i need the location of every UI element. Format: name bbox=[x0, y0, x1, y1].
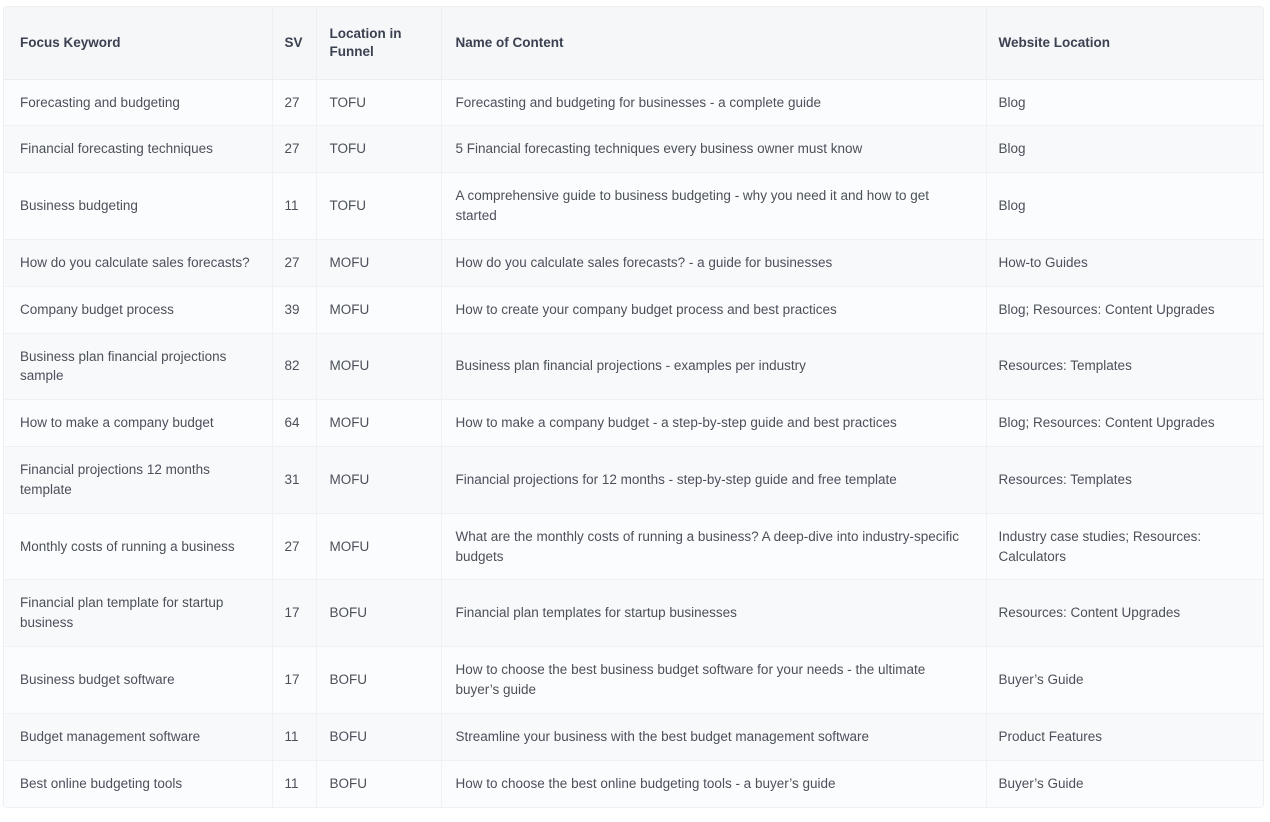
cell-focus-keyword: Best online budgeting tools bbox=[4, 760, 272, 807]
cell-sv: 82 bbox=[272, 333, 316, 400]
cell-location-in-funnel: BOFU bbox=[316, 647, 441, 714]
cell-focus-keyword: Monthly costs of running a business bbox=[4, 513, 272, 580]
cell-focus-keyword: Business plan financial projections sample bbox=[4, 333, 272, 400]
cell-website-location: Resources: Content Upgrades bbox=[986, 580, 1263, 647]
table-row[interactable] bbox=[4, 760, 1263, 807]
table-row[interactable] bbox=[4, 173, 1263, 240]
cell-sv: 64 bbox=[272, 400, 316, 447]
cell-location-in-funnel: MOFU bbox=[316, 239, 441, 286]
table-row[interactable] bbox=[4, 513, 1263, 580]
table-body bbox=[4, 79, 1263, 807]
cell-website-location: Industry case studies; Resources: Calculators bbox=[986, 513, 1263, 580]
cell-website-location: Product Features bbox=[986, 713, 1263, 760]
cell-location-in-funnel: MOFU bbox=[316, 447, 441, 514]
cell-focus-keyword: How to make a company budget bbox=[4, 400, 272, 447]
cell-focus-keyword: Budget management software bbox=[4, 713, 272, 760]
cell-name-of-content: Financial plan templates for startup businesses bbox=[441, 580, 986, 647]
cell-website-location: Blog bbox=[986, 79, 1263, 126]
seo-content-plan-table bbox=[4, 7, 1263, 808]
column-header-name-of-content[interactable]: Name of Content bbox=[441, 7, 986, 79]
cell-location-in-funnel: MOFU bbox=[316, 333, 441, 400]
cell-location-in-funnel: TOFU bbox=[316, 126, 441, 173]
table-row[interactable] bbox=[4, 79, 1263, 126]
cell-name-of-content: How to make a company budget - a step-by-step guide and best practices bbox=[441, 400, 986, 447]
keyword-table-container bbox=[3, 6, 1264, 808]
cell-location-in-funnel: TOFU bbox=[316, 173, 441, 240]
column-header-focus-keyword[interactable]: Focus Keyword bbox=[4, 7, 272, 79]
column-header-sv[interactable]: SV bbox=[272, 7, 316, 79]
cell-sv: 11 bbox=[272, 760, 316, 807]
cell-name-of-content: Business plan financial projections - examples per industry bbox=[441, 333, 986, 400]
cell-website-location: Buyer’s Guide bbox=[986, 647, 1263, 714]
table-header bbox=[4, 7, 1263, 79]
table-row[interactable] bbox=[4, 333, 1263, 400]
cell-website-location: How-to Guides bbox=[986, 239, 1263, 286]
column-header-website-location[interactable]: Website Location bbox=[986, 7, 1263, 79]
table-row[interactable] bbox=[4, 647, 1263, 714]
cell-name-of-content: A comprehensive guide to business budgeting - why you need it and how to get started bbox=[441, 173, 986, 240]
cell-location-in-funnel: BOFU bbox=[316, 760, 441, 807]
cell-sv: 31 bbox=[272, 447, 316, 514]
cell-focus-keyword: Company budget process bbox=[4, 286, 272, 333]
cell-website-location: Buyer’s Guide bbox=[986, 760, 1263, 807]
cell-location-in-funnel: BOFU bbox=[316, 713, 441, 760]
cell-name-of-content: 5 Financial forecasting techniques every business owner must know bbox=[441, 126, 986, 173]
cell-website-location: Blog bbox=[986, 126, 1263, 173]
cell-name-of-content: How to choose the best business budget software for your needs - the ultimate buyer’s guide bbox=[441, 647, 986, 714]
cell-focus-keyword: How do you calculate sales forecasts? bbox=[4, 239, 272, 286]
cell-name-of-content: Forecasting and budgeting for businesses - a complete guide bbox=[441, 79, 986, 126]
cell-sv: 27 bbox=[272, 79, 316, 126]
cell-location-in-funnel: MOFU bbox=[316, 286, 441, 333]
cell-sv: 27 bbox=[272, 513, 316, 580]
table-row[interactable] bbox=[4, 713, 1263, 760]
table-header-row bbox=[4, 7, 1263, 79]
cell-location-in-funnel: BOFU bbox=[316, 580, 441, 647]
cell-focus-keyword: Financial plan template for startup business bbox=[4, 580, 272, 647]
cell-sv: 39 bbox=[272, 286, 316, 333]
table-row[interactable] bbox=[4, 126, 1263, 173]
cell-name-of-content: What are the monthly costs of running a business? A deep-dive into industry-specific budgets bbox=[441, 513, 986, 580]
cell-sv: 17 bbox=[272, 647, 316, 714]
cell-website-location: Blog; Resources: Content Upgrades bbox=[986, 286, 1263, 333]
table-row[interactable] bbox=[4, 239, 1263, 286]
cell-sv: 11 bbox=[272, 173, 316, 240]
cell-sv: 27 bbox=[272, 239, 316, 286]
cell-name-of-content: Financial projections for 12 months - step-by-step guide and free template bbox=[441, 447, 986, 514]
cell-focus-keyword: Financial projections 12 months template bbox=[4, 447, 272, 514]
cell-name-of-content: Streamline your business with the best budget management software bbox=[441, 713, 986, 760]
cell-name-of-content: How to create your company budget process and best practices bbox=[441, 286, 986, 333]
cell-website-location: Blog bbox=[986, 173, 1263, 240]
cell-website-location: Blog; Resources: Content Upgrades bbox=[986, 400, 1263, 447]
table-row[interactable] bbox=[4, 447, 1263, 514]
cell-location-in-funnel: TOFU bbox=[316, 79, 441, 126]
cell-website-location: Resources: Templates bbox=[986, 447, 1263, 514]
cell-website-location: Resources: Templates bbox=[986, 333, 1263, 400]
table-row[interactable] bbox=[4, 580, 1263, 647]
cell-focus-keyword: Forecasting and budgeting bbox=[4, 79, 272, 126]
cell-focus-keyword: Financial forecasting techniques bbox=[4, 126, 272, 173]
table-row[interactable] bbox=[4, 286, 1263, 333]
cell-sv: 17 bbox=[272, 580, 316, 647]
cell-location-in-funnel: MOFU bbox=[316, 400, 441, 447]
cell-location-in-funnel: MOFU bbox=[316, 513, 441, 580]
cell-sv: 11 bbox=[272, 713, 316, 760]
cell-name-of-content: How to choose the best online budgeting tools - a buyer’s guide bbox=[441, 760, 986, 807]
cell-sv: 27 bbox=[272, 126, 316, 173]
cell-name-of-content: How do you calculate sales forecasts? - a guide for businesses bbox=[441, 239, 986, 286]
cell-focus-keyword: Business budget software bbox=[4, 647, 272, 714]
column-header-location-in-funnel[interactable]: Location in Funnel bbox=[316, 7, 441, 79]
cell-focus-keyword: Business budgeting bbox=[4, 173, 272, 240]
table-row[interactable] bbox=[4, 400, 1263, 447]
